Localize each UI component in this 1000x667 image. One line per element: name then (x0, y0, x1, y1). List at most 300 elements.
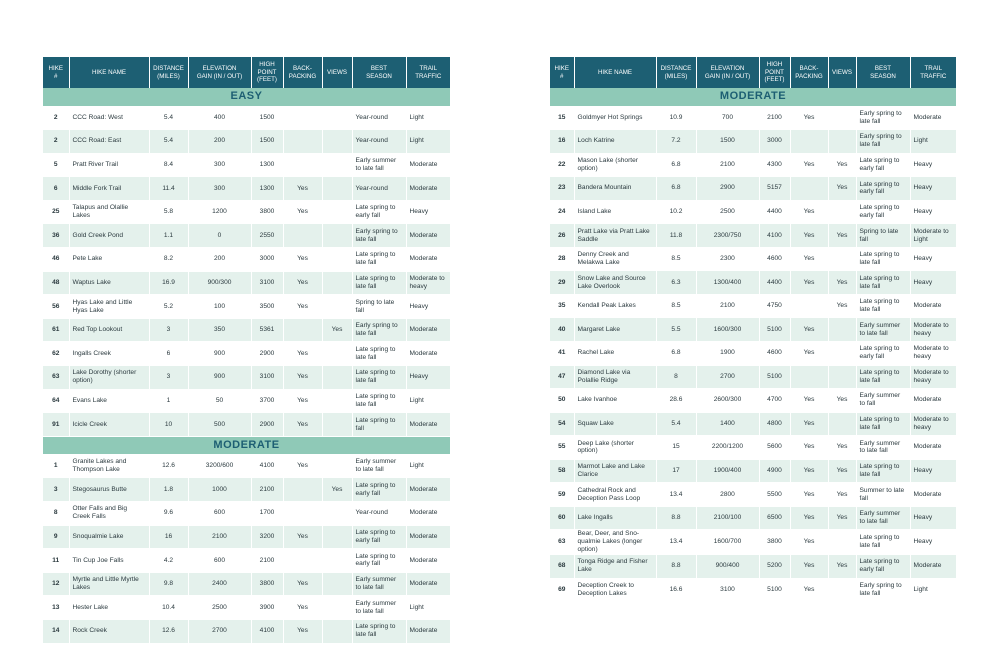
cell-hike-name: Rachel Lake (574, 341, 656, 365)
cell-elevation-gain: 900/400 (696, 555, 759, 579)
cell-hike-name: Mason Lake (shorter option) (574, 153, 656, 177)
table-body-left (43, 88, 450, 643)
cell-hike-number: 40 (550, 318, 574, 342)
cell-trail-traffic: Light (910, 130, 956, 154)
table-row (43, 248, 450, 272)
cell-high-point: 1500 (251, 130, 283, 154)
cell-hike-number: 50 (550, 389, 574, 413)
table-row (43, 153, 450, 177)
cell-high-point: 1300 (251, 153, 283, 177)
cell-high-point: 4700 (759, 389, 790, 413)
cell-high-point: 3200 (251, 525, 283, 549)
cell-distance: 9.6 (149, 502, 188, 526)
table-row (550, 412, 956, 436)
cell-trail-traffic: Moderate to heavy (910, 412, 956, 436)
cell-hike-name: Rock Creek (69, 619, 149, 643)
cell-backpacking: Yes (283, 389, 322, 413)
cell-distance: 6.8 (656, 177, 696, 201)
cell-hike-name: Granite Lakes and Thompson Lake (69, 454, 149, 478)
cell-best-season: Late spring to late fall (352, 271, 406, 295)
cell-elevation-gain: 2700 (696, 365, 759, 389)
cell-trail-traffic: Moderate (406, 478, 450, 502)
cell-distance: 8.8 (656, 555, 696, 579)
cell-best-season: Late spring to late fall (856, 271, 910, 295)
cell-views (322, 525, 352, 549)
cell-best-season: Early summer to late fall (352, 153, 406, 177)
header-hike-name: HIKE NAME (574, 57, 656, 88)
cell-backpacking (283, 153, 322, 177)
cell-views: Yes (828, 294, 856, 318)
header-distance: DISTANCE (MILES) (656, 57, 696, 88)
cell-views (828, 412, 856, 436)
table-row (43, 224, 450, 248)
cell-distance: 10 (149, 413, 188, 437)
cell-views (322, 130, 352, 154)
cell-backpacking: Yes (283, 271, 322, 295)
cell-high-point: 2550 (251, 224, 283, 248)
cell-elevation-gain: 600 (188, 502, 251, 526)
cell-hike-number: 48 (43, 271, 69, 295)
cell-distance: 3 (149, 366, 188, 390)
cell-views (322, 153, 352, 177)
header-distance: DISTANCE (MILES) (149, 57, 188, 88)
cell-views (322, 106, 352, 130)
header-views: VIEWS (828, 57, 856, 88)
cell-elevation-gain: 300 (188, 177, 251, 201)
cell-elevation-gain: 2100 (696, 153, 759, 177)
table-row (43, 271, 450, 295)
cell-elevation-gain: 1000 (188, 478, 251, 502)
header-trail-traffic: TRAIL TRAFFIC (910, 57, 956, 88)
cell-views (322, 454, 352, 478)
cell-elevation-gain: 600 (188, 549, 251, 573)
cell-hike-name: Kendall Peak Lakes (574, 294, 656, 318)
cell-best-season: Late spring to late fall (352, 389, 406, 413)
cell-trail-traffic: Moderate (406, 224, 450, 248)
cell-high-point: 1700 (251, 502, 283, 526)
cell-high-point: 3000 (251, 248, 283, 272)
cell-hike-name: Bandera Mountain (574, 177, 656, 201)
cell-views (828, 106, 856, 130)
cell-best-season: Late spring to early fall (352, 200, 406, 224)
cell-hike-name: Snow Lake and Source Lake Overlook (574, 271, 656, 295)
cell-high-point: 3800 (759, 530, 790, 555)
cell-best-season: Year-round (352, 502, 406, 526)
table-row (550, 294, 956, 318)
cell-high-point: 5500 (759, 483, 790, 507)
cell-trail-traffic: Moderate (406, 549, 450, 573)
table-row (43, 549, 450, 573)
cell-hike-name: Island Lake (574, 200, 656, 224)
cell-views (828, 530, 856, 555)
table-row (550, 153, 956, 177)
cell-backpacking (283, 106, 322, 130)
cell-backpacking: Yes (283, 525, 322, 549)
cell-views: Yes (828, 555, 856, 579)
cell-hike-number: 69 (550, 578, 574, 602)
cell-hike-name: Loch Katrine (574, 130, 656, 154)
cell-hike-name: Evans Lake (69, 389, 149, 413)
cell-hike-name: Pete Lake (69, 248, 149, 272)
cell-best-season: Late spring to early fall (856, 341, 910, 365)
cell-best-season: Late spring to late fall (352, 342, 406, 366)
cell-hike-name: Icicle Creek (69, 413, 149, 437)
cell-views (322, 413, 352, 437)
cell-distance: 5.8 (149, 200, 188, 224)
table-row (550, 200, 956, 224)
cell-hike-number: 91 (43, 413, 69, 437)
cell-views (322, 502, 352, 526)
table-row (43, 502, 450, 526)
cell-elevation-gain: 2700 (188, 619, 251, 643)
table-row (550, 247, 956, 271)
cell-trail-traffic: Moderate (910, 389, 956, 413)
cell-trail-traffic: Moderate (406, 413, 450, 437)
cell-backpacking: Yes (790, 506, 828, 530)
cell-high-point: 2900 (251, 342, 283, 366)
cell-hike-number: 16 (550, 130, 574, 154)
cell-trail-traffic: Moderate to heavy (910, 318, 956, 342)
cell-elevation-gain: 2500 (188, 596, 251, 620)
cell-high-point: 4100 (759, 224, 790, 248)
cell-best-season: Late spring to early fall (856, 177, 910, 201)
cell-best-season: Early summer to late fall (856, 318, 910, 342)
cell-high-point: 1500 (251, 106, 283, 130)
table-row (43, 478, 450, 502)
cell-views (322, 366, 352, 390)
cell-distance: 8 (656, 365, 696, 389)
cell-views (322, 596, 352, 620)
cell-hike-number: 55 (550, 436, 574, 460)
cell-trail-traffic: Heavy (406, 295, 450, 319)
cell-hike-name: Cathedral Rock and Deception Pass Loop (574, 483, 656, 507)
cell-best-season: Year-round (352, 106, 406, 130)
header-high-point: HIGH POINT (FEET) (759, 57, 790, 88)
cell-trail-traffic: Moderate (910, 106, 956, 130)
cell-elevation-gain: 1400 (696, 412, 759, 436)
cell-views (828, 247, 856, 271)
cell-high-point: 3500 (251, 295, 283, 319)
table-row (43, 389, 450, 413)
cell-backpacking: Yes (790, 271, 828, 295)
table-header-row (550, 57, 956, 88)
header-best-season: BEST SEASON (856, 57, 910, 88)
cell-best-season: Early summer to late fall (352, 572, 406, 596)
cell-high-point: 3100 (251, 366, 283, 390)
cell-hike-name: Deception Creek to Deception Lakes (574, 578, 656, 602)
cell-hike-number: 24 (550, 200, 574, 224)
cell-high-point: 3900 (251, 596, 283, 620)
cell-elevation-gain: 2200/1200 (696, 436, 759, 460)
left-page (43, 57, 450, 644)
cell-trail-traffic: Moderate to heavy (910, 341, 956, 365)
cell-trail-traffic: Moderate (406, 177, 450, 201)
cell-views (828, 130, 856, 154)
header-hike-number: HIKE # (43, 57, 69, 88)
cell-hike-number: 59 (550, 483, 574, 507)
cell-best-season: Year-round (352, 130, 406, 154)
cell-distance: 1.8 (149, 478, 188, 502)
table-row (550, 459, 956, 483)
cell-distance: 16.6 (656, 578, 696, 602)
cell-best-season: Late spring to late fall (856, 294, 910, 318)
cell-elevation-gain: 2800 (696, 483, 759, 507)
cell-views (322, 224, 352, 248)
cell-trail-traffic: Moderate to Light (910, 224, 956, 248)
cell-high-point: 5100 (759, 578, 790, 602)
cell-views: Yes (322, 478, 352, 502)
header-high-point: HIGH POINT (FEET) (251, 57, 283, 88)
cell-distance: 9.8 (149, 572, 188, 596)
cell-hike-number: 54 (550, 412, 574, 436)
cell-hike-name: Hester Lake (69, 596, 149, 620)
cell-elevation-gain: 200 (188, 130, 251, 154)
header-views: VIEWS (322, 57, 352, 88)
cell-views: Yes (828, 459, 856, 483)
cell-trail-traffic: Moderate (406, 342, 450, 366)
cell-hike-name: Otter Falls and Big Creek Falls (69, 502, 149, 526)
cell-best-season: Late spring to late fall (352, 366, 406, 390)
cell-high-point: 2100 (251, 549, 283, 573)
cell-elevation-gain: 2900 (696, 177, 759, 201)
cell-hike-number: 6 (43, 177, 69, 201)
cell-best-season: Late spring to late fall (856, 530, 910, 555)
cell-backpacking: Yes (283, 454, 322, 478)
cell-best-season: Late spring to early fall (856, 555, 910, 579)
table-row (550, 271, 956, 295)
cell-best-season: Late spring to late fall (856, 365, 910, 389)
cell-best-season: Late spring to early fall (352, 478, 406, 502)
cell-hike-number: 46 (43, 248, 69, 272)
cell-views: Yes (828, 224, 856, 248)
cell-hike-number: 2 (43, 106, 69, 130)
cell-hike-number: 25 (43, 200, 69, 224)
cell-hike-number: 29 (550, 271, 574, 295)
cell-trail-traffic: Heavy (910, 459, 956, 483)
cell-views (322, 271, 352, 295)
table-row (550, 318, 956, 342)
cell-distance: 8.5 (656, 294, 696, 318)
table-row (43, 200, 450, 224)
cell-high-point: 3000 (759, 130, 790, 154)
cell-trail-traffic: Moderate (910, 483, 956, 507)
cell-best-season: Late spring to late fall (352, 248, 406, 272)
table-row (550, 389, 956, 413)
cell-distance: 13.4 (656, 483, 696, 507)
cell-views (322, 549, 352, 573)
cell-hike-name: Pratt Lake via Pratt Lake Saddle (574, 224, 656, 248)
cell-high-point: 2900 (251, 413, 283, 437)
cell-trail-traffic: Light (406, 130, 450, 154)
cell-hike-name: Margaret Lake (574, 318, 656, 342)
cell-high-point: 5200 (759, 555, 790, 579)
cell-views (828, 578, 856, 602)
cell-elevation-gain: 1600/300 (696, 318, 759, 342)
cell-best-season: Late spring to late fall (856, 247, 910, 271)
cell-backpacking: Yes (283, 413, 322, 437)
cell-hike-name: Squaw Lake (574, 412, 656, 436)
section-title: MODERATE (550, 88, 956, 106)
cell-hike-name: Talapus and Olallie Lakes (69, 200, 149, 224)
cell-backpacking (283, 502, 322, 526)
cell-best-season: Spring to late fall (856, 224, 910, 248)
section-band (43, 436, 450, 454)
section-band (550, 88, 956, 106)
cell-hike-number: 63 (43, 366, 69, 390)
cell-trail-traffic: Heavy (910, 177, 956, 201)
cell-trail-traffic: Heavy (910, 506, 956, 530)
cell-backpacking: Yes (283, 295, 322, 319)
table-header-row (43, 57, 450, 88)
cell-best-season: Early spring to late fall (352, 318, 406, 342)
cell-best-season: Late spring to late fall (856, 459, 910, 483)
cell-hike-name: Lake Dorothy (shorter option) (69, 366, 149, 390)
header-backpacking: BACK- PACKING (283, 57, 322, 88)
hikes-table-left (43, 57, 450, 644)
cell-elevation-gain: 1300/400 (696, 271, 759, 295)
cell-backpacking: Yes (790, 200, 828, 224)
cell-high-point: 4600 (759, 341, 790, 365)
cell-views: Yes (828, 177, 856, 201)
cell-backpacking (790, 177, 828, 201)
header-best-season: BEST SEASON (352, 57, 406, 88)
cell-views (322, 389, 352, 413)
cell-hike-name: Red Top Lookout (69, 318, 149, 342)
cell-high-point: 4400 (759, 200, 790, 224)
cell-backpacking (790, 365, 828, 389)
cell-elevation-gain: 2100 (188, 525, 251, 549)
table-row (550, 130, 956, 154)
cell-hike-number: 9 (43, 525, 69, 549)
cell-distance: 17 (656, 459, 696, 483)
table-row (43, 318, 450, 342)
cell-elevation-gain: 2400 (188, 572, 251, 596)
cell-elevation-gain: 900/300 (188, 271, 251, 295)
cell-best-season: Late spring to late fall (856, 412, 910, 436)
cell-hike-name: Bear, Deer, and Sno-qualmie Lakes (longer option) (574, 530, 656, 555)
cell-hike-name: CCC Road: East (69, 130, 149, 154)
cell-high-point: 5600 (759, 436, 790, 460)
cell-high-point: 4100 (251, 619, 283, 643)
cell-trail-traffic: Moderate (406, 572, 450, 596)
cell-distance: 1 (149, 389, 188, 413)
cell-backpacking (790, 294, 828, 318)
table-row (43, 525, 450, 549)
cell-trail-traffic: Moderate (406, 153, 450, 177)
cell-best-season: Early summer to late fall (856, 436, 910, 460)
cell-backpacking (790, 130, 828, 154)
cell-backpacking: Yes (790, 555, 828, 579)
cell-hike-name: Snoqualmie Lake (69, 525, 149, 549)
cell-best-season: Early summer to late fall (856, 506, 910, 530)
cell-hike-number: 68 (550, 555, 574, 579)
cell-distance: 10.9 (656, 106, 696, 130)
cell-hike-number: 13 (43, 596, 69, 620)
cell-distance: 5.4 (149, 106, 188, 130)
cell-elevation-gain: 100 (188, 295, 251, 319)
cell-hike-name: Pratt River Trail (69, 153, 149, 177)
cell-trail-traffic: Moderate to heavy (910, 365, 956, 389)
cell-hike-name: Gold Creek Pond (69, 224, 149, 248)
cell-best-season: Early spring to late fall (352, 224, 406, 248)
cell-backpacking: Yes (283, 342, 322, 366)
cell-elevation-gain: 700 (696, 106, 759, 130)
cell-high-point: 4750 (759, 294, 790, 318)
cell-distance: 16 (149, 525, 188, 549)
cell-hike-number: 60 (550, 506, 574, 530)
cell-trail-traffic: Moderate (406, 318, 450, 342)
right-page (550, 57, 956, 602)
cell-high-point: 4400 (759, 271, 790, 295)
cell-backpacking: Yes (790, 318, 828, 342)
cell-elevation-gain: 400 (188, 106, 251, 130)
cell-elevation-gain: 1900/400 (696, 459, 759, 483)
cell-backpacking: Yes (790, 247, 828, 271)
cell-hike-number: 35 (550, 294, 574, 318)
cell-hike-name: Tonga Ridge and Fisher Lake (574, 555, 656, 579)
cell-backpacking: Yes (790, 341, 828, 365)
table-row (43, 572, 450, 596)
cell-views: Yes (828, 271, 856, 295)
cell-views (322, 200, 352, 224)
cell-distance: 10.2 (656, 200, 696, 224)
cell-backpacking: Yes (790, 153, 828, 177)
cell-distance: 6.8 (656, 153, 696, 177)
cell-trail-traffic: Moderate (910, 294, 956, 318)
cell-backpacking (283, 224, 322, 248)
cell-elevation-gain: 1200 (188, 200, 251, 224)
cell-distance: 3 (149, 318, 188, 342)
cell-hike-name: Deep Lake (shorter option) (574, 436, 656, 460)
cell-trail-traffic: Heavy (910, 530, 956, 555)
cell-elevation-gain: 0 (188, 224, 251, 248)
cell-hike-number: 41 (550, 341, 574, 365)
cell-backpacking: Yes (790, 412, 828, 436)
cell-high-point: 4100 (251, 454, 283, 478)
cell-hike-name: Denny Creek and Melakwa Lake (574, 247, 656, 271)
cell-backpacking (283, 478, 322, 502)
cell-distance: 5.4 (149, 130, 188, 154)
cell-views (828, 341, 856, 365)
cell-distance: 4.2 (149, 549, 188, 573)
cell-trail-traffic: Moderate (406, 502, 450, 526)
cell-backpacking: Yes (790, 578, 828, 602)
table-body-right (550, 88, 956, 602)
cell-hike-number: 62 (43, 342, 69, 366)
cell-distance: 1.1 (149, 224, 188, 248)
cell-elevation-gain: 3200/600 (188, 454, 251, 478)
cell-high-point: 4300 (759, 153, 790, 177)
cell-backpacking: Yes (790, 436, 828, 460)
cell-hike-number: 8 (43, 502, 69, 526)
cell-trail-traffic: Light (406, 389, 450, 413)
cell-distance: 28.6 (656, 389, 696, 413)
cell-high-point: 3700 (251, 389, 283, 413)
cell-elevation-gain: 1900 (696, 341, 759, 365)
cell-best-season: Late spring to early fall (352, 525, 406, 549)
cell-hike-name: Stegosaurus Butte (69, 478, 149, 502)
cell-backpacking: Yes (790, 459, 828, 483)
cell-hike-name: Lake Ingalls (574, 506, 656, 530)
cell-best-season: Summer to late fall (856, 483, 910, 507)
table-row (43, 342, 450, 366)
table-row (550, 177, 956, 201)
cell-best-season: Late spring to early fall (352, 549, 406, 573)
section-band (43, 88, 450, 106)
cell-elevation-gain: 1600/700 (696, 530, 759, 555)
cell-hike-name: Ingalls Creek (69, 342, 149, 366)
cell-hike-number: 5 (43, 153, 69, 177)
